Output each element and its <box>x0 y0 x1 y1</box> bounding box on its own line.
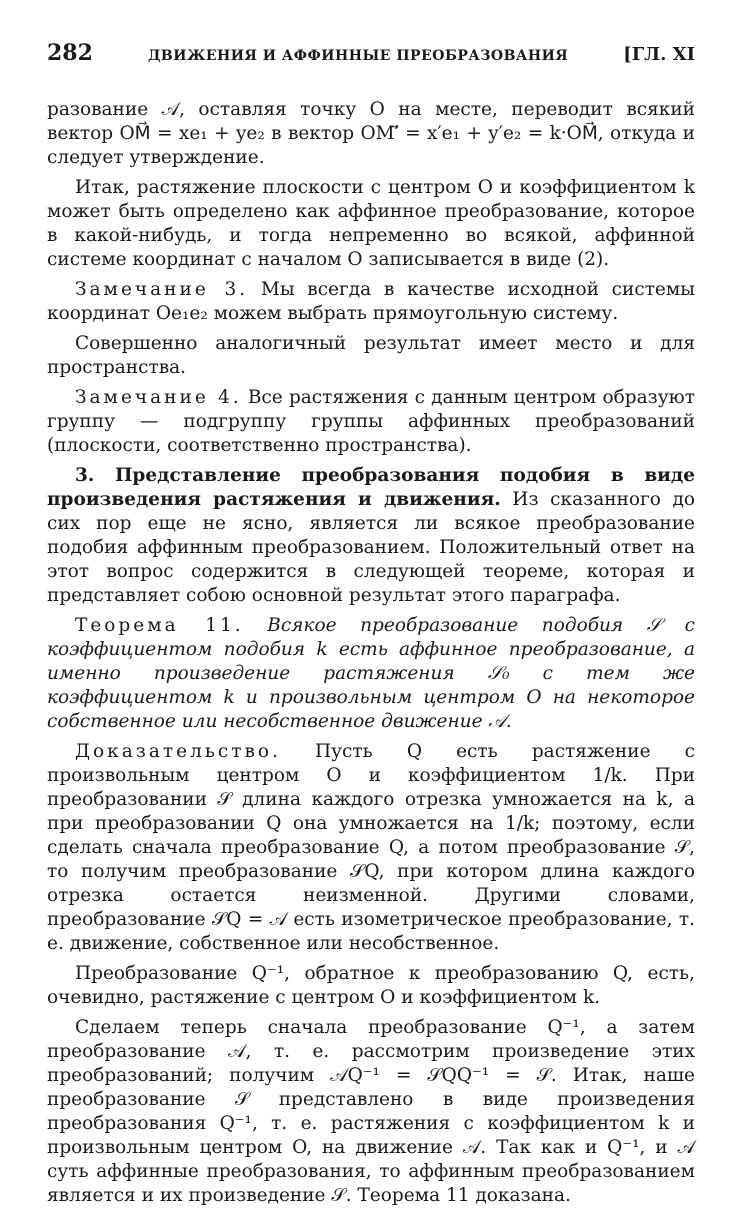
paragraph-space-analog: Совершенно аналогичный результат имеет место и для пространства. <box>47 333 695 378</box>
remark-4-label: Замечание 4. <box>75 387 242 408</box>
paragraph-dilation-definition: Итак, растяжение плоскости с центром O и коэффициентом k может быть определено как аффинное преобразование, которое в какой-нибудь, и тогда непременно во всякой, аффинной системе координат с началом O записывается в виде (2). <box>47 177 695 270</box>
section-3 <box>47 464 695 608</box>
remark-4-text: Все растяжения с данным центром образуют группу — подгруппу группы аффинных преобразований (плоскости, соответственно пространства). <box>47 387 695 456</box>
book-page <box>47 40 695 1214</box>
paragraph-continuation: разование 𝒜, оставляя точку O на месте, переводит всякий вектор OM⃗ = xe₁ + ye₂ в вектор OM′⃗ = x′e₁ + y′e₂ = k·OM⃗, откуда и следует утверждение. <box>47 99 695 168</box>
remark-3-label: Замечание 3. <box>75 279 249 300</box>
remark-3-text: Мы всегда в качестве исходной системы координат Oe₁e₂ можем выбрать прямоугольную систему. <box>47 279 695 324</box>
paragraph-inverse: Преобразование Q⁻¹, обратное к преобразованию Q, есть, очевидно, растяжение с центром O и коэффициентом k. <box>47 963 695 1008</box>
remark-3 <box>47 278 695 326</box>
page-number: 282 <box>47 40 93 66</box>
proof-text: Пусть Q есть растяжение с произвольным центром O и коэффициентом 1/k. При преобразовании 𝒮 длина каждого отрезка умножается на k, а при преобразовании Q она умножается на 1/k; поэтому, если сделать сначала преобразование Q, а потом преобразование 𝒮, то получим преобразование 𝒮Q, при котором длина каждого отрезка остается неизменной. Другими словами, преобразование 𝒮Q = 𝒜 есть изометрическое преобразование, т. е. движение, собственное или несобственное. <box>47 741 695 954</box>
section-3-text: Из сказанного до сих пор еще не ясно, является ли всякое преобразование подобия аффинным преобразованием. Положительный ответ на этот вопрос содержится в следующей теореме, которая и представляет собою основной результат этого параграфа. <box>47 489 695 606</box>
theorem-11 <box>47 614 695 734</box>
theorem-text: Всякое преобразование подобия 𝒮 с коэффициентом подобия k есть аффинное преобразование, а именно произведение растяжения 𝒮₀ с тем же коэффициентом k и произвольным центром O на некоторое собственное или несобственное движение 𝒜. <box>47 615 696 732</box>
theorem-label: Теорема 11. <box>75 615 244 636</box>
proof-label: Доказательство. <box>75 741 281 762</box>
remark-4 <box>47 386 695 458</box>
chapter-label: [ГЛ. XI <box>623 44 695 65</box>
proof <box>47 740 695 956</box>
section-3-heading: 3. Представление преобразования подобия в виде произведения растяжения и движения. <box>47 465 695 510</box>
running-title: ДВИЖЕНИЯ И АФФИННЫЕ ПРЕОБРАЗОВАНИЯ <box>147 48 569 64</box>
paragraph-conclusion: Сделаем теперь сначала преобразование Q⁻¹, а затем преобразование 𝒜, т. е. рассмотрим произведение этих преобразований; получим 𝒜Q⁻¹ = 𝒮QQ⁻¹ = 𝒮. Итак, наше преобразование 𝒮 представлено в виде произведения преобразования Q⁻¹, т. е. растяжения с коэффициентом k и произвольным центром O, на движение 𝒜. Так как и Q⁻¹, и 𝒜 суть аффинные преобразования, то аффинным преобразованием является и их произведение 𝒮. Теорема 11 доказана. <box>47 1017 695 1206</box>
page-header <box>47 40 695 80</box>
